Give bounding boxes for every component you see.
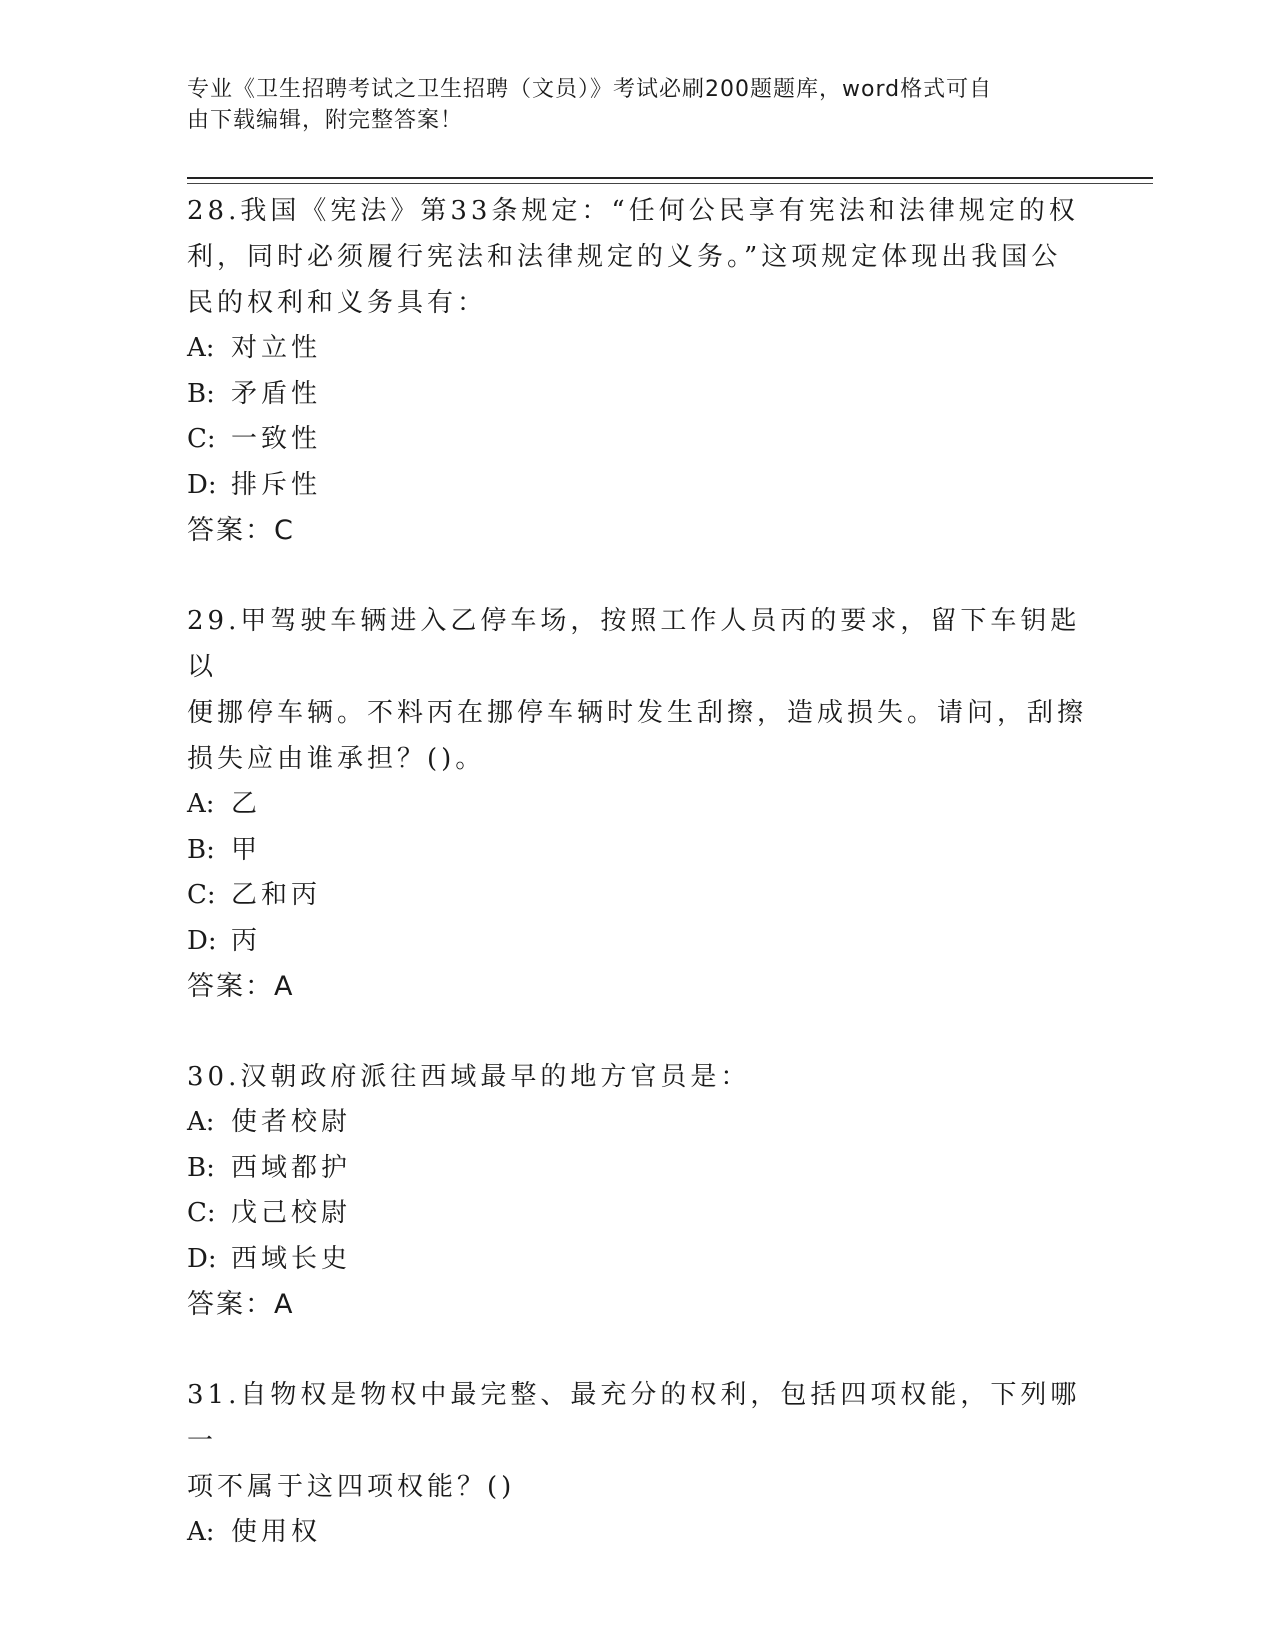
option-text: 乙 [231,789,262,819]
option-text: 一致性 [231,424,322,454]
option-letter: A: [187,333,215,363]
header-divider-thin [187,183,1153,184]
header-line-1: 专业《卫生招聘考试之卫生招聘（文员）》考试必刷200题题库，word格式可自 [187,77,993,102]
option-text: 乙和丙 [231,880,322,910]
option-a [187,326,1087,372]
question-text [187,598,1087,782]
question-text-line: 便挪停车辆。不料丙在挪停车辆时发生刮擦，造成损失。请问，刮擦 [187,698,1088,728]
question-text [187,1054,1087,1100]
option-d [187,919,1087,965]
option-c [187,873,1087,919]
question-31 [187,1372,1087,1556]
option-text: 对立性 [231,333,322,363]
option-text: 甲 [231,834,262,865]
question-text-line: 项不属于这四项权能？() [187,1472,516,1502]
option-c [187,1191,1087,1237]
option-d [187,463,1087,509]
question-text-line: 利，同时必须履行宪法和法律规定的义务。”这项规定体现出我国公 [187,242,1062,272]
option-text: 戊己校尉 [231,1198,352,1228]
option-b [187,828,1087,874]
header-line-2: 由下载编辑，附完整答案！ [187,108,464,133]
answer-line: 答案：C [187,515,295,546]
option-letter: A: [187,1107,215,1137]
document-header [187,74,1067,136]
option-letter: A: [187,789,215,819]
question-29 [187,598,1087,1010]
question-text [187,188,1087,326]
header-divider-thick [187,177,1153,179]
option-a [187,1510,1087,1556]
option-text: 西域长史 [231,1243,352,1274]
question-text-line: 31.自物权是物权中最完整、最充分的权利，包括四项权能，下列哪一 [187,1380,1081,1456]
option-letter: D: [187,925,217,956]
option-d [187,1237,1087,1283]
option-letter: C: [187,424,216,454]
question-text-line: 民的权利和义务具有： [187,288,488,318]
option-text: 排斥性 [231,469,322,500]
option-c [187,417,1087,463]
option-letter: D: [187,469,217,500]
option-a [187,782,1087,828]
option-text: 矛盾性 [231,378,322,409]
question-30 [187,1054,1087,1328]
question-text-line: 28.我国《宪法》第33条规定：“任何公民享有宪法和法律规定的权 [187,196,1079,226]
option-text: 丙 [231,925,262,956]
option-b [187,1146,1087,1192]
option-letter: C: [187,880,216,910]
option-text: 使者校尉 [231,1107,352,1137]
option-letter: B: [187,834,215,865]
option-letter: A: [187,1517,215,1547]
answer-line: 答案：A [187,1289,295,1320]
question-text-line: 29.甲驾驶车辆进入乙停车场，按照工作人员丙的要求，留下车钥匙以 [187,606,1081,682]
question-text-line: 30.汉朝政府派往西域最早的地方官员是： [187,1062,751,1092]
option-letter: B: [187,378,215,409]
question-list [187,188,1087,1600]
option-text: 使用权 [231,1517,322,1547]
question-text [187,1372,1087,1510]
option-a [187,1100,1087,1146]
question-text-line: 损失应由谁承担？()。 [187,744,486,774]
option-letter: B: [187,1152,215,1183]
question-28 [187,188,1087,554]
option-b [187,372,1087,418]
answer-line: 答案：A [187,971,295,1002]
option-letter: D: [187,1243,217,1274]
option-letter: C: [187,1198,216,1228]
option-text: 西域都护 [231,1152,352,1183]
